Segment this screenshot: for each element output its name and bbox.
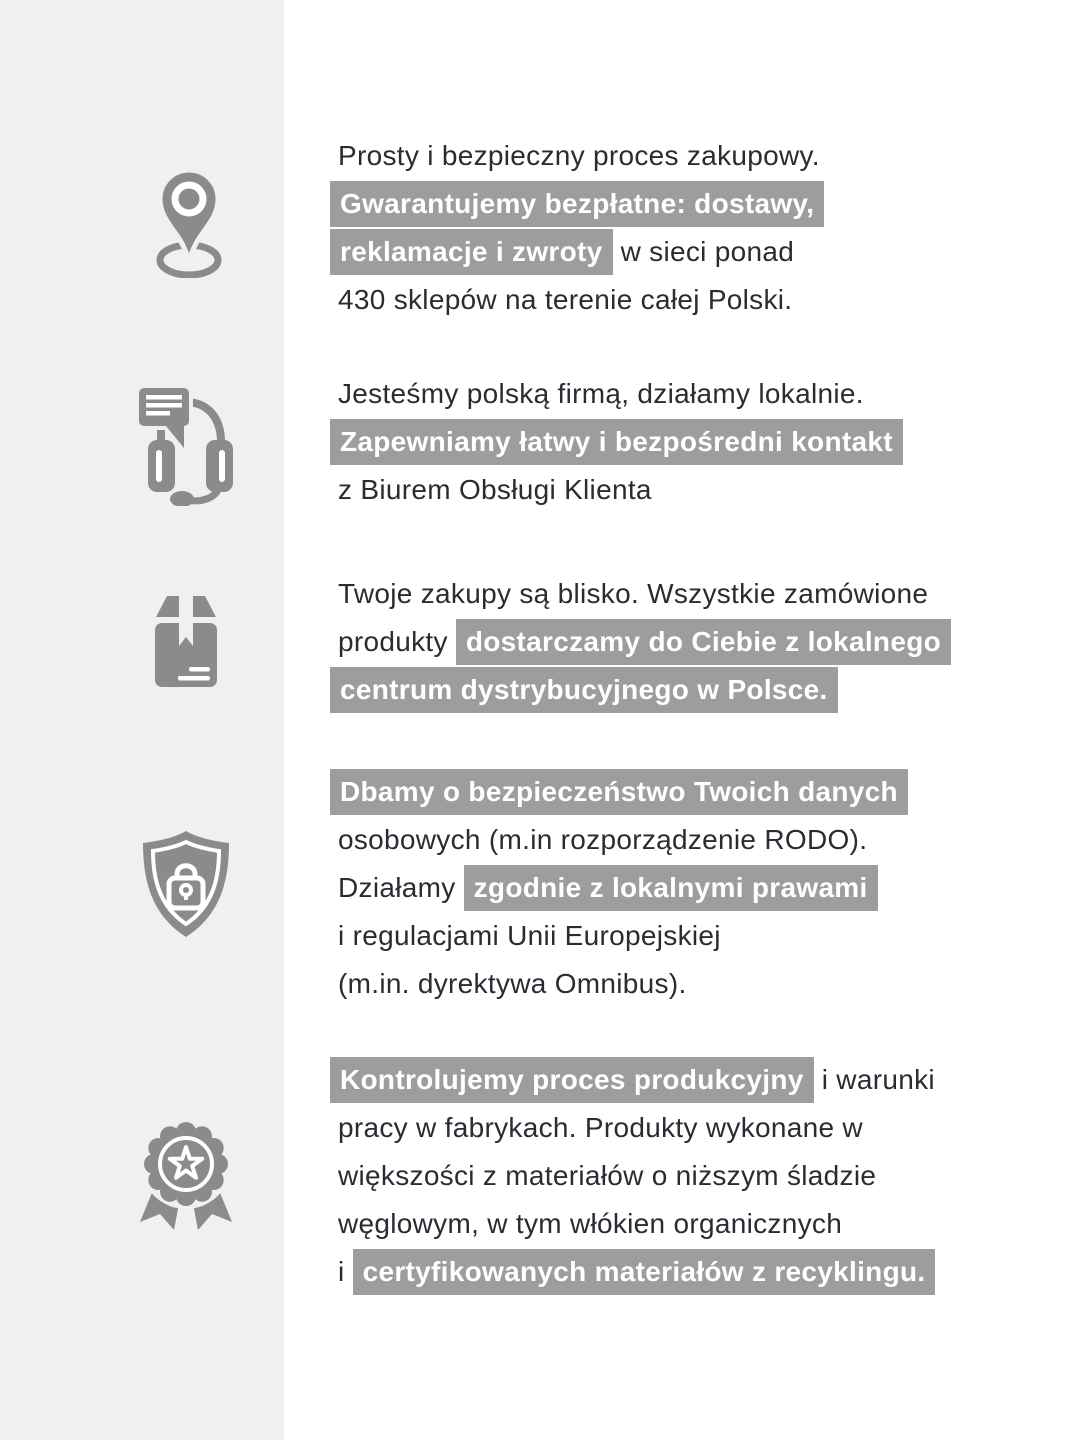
- text-line: [330, 960, 908, 1008]
- text-segment: 430 sklepów na terenie całej Polski.: [338, 284, 793, 315]
- highlighted-text: centrum dystrybucyjnego w Polsce.: [330, 667, 838, 713]
- text-segment: (m.in. dyrektywa Omnibus).: [338, 968, 687, 999]
- text-segment: Działamy: [338, 872, 464, 903]
- text-segment: i warunki: [813, 1064, 935, 1095]
- highlighted-text: Zapewniamy łatwy i bezpośredni kontakt: [330, 419, 903, 465]
- text-line: [330, 1104, 935, 1152]
- text-line: [330, 466, 903, 514]
- text-line: [330, 768, 908, 816]
- text-line: [330, 180, 824, 228]
- text-segment: osobowych (m.in rozporządzenie RODO).: [338, 824, 868, 855]
- text-segment: Twoje zakupy są blisko. Wszystkie zamówione: [338, 578, 929, 609]
- section-local-distribution: [330, 570, 951, 714]
- text-segment: pracy w fabrykach. Produkty wykonane w: [338, 1112, 863, 1143]
- highlighted-text: dostarczamy do Ciebie z lokalnego: [456, 619, 951, 665]
- text-segment: produkty: [338, 626, 456, 657]
- text-segment: węglowym, w tym włókien organicznych: [338, 1208, 843, 1239]
- text-segment: Prosty i bezpieczny proces zakupowy.: [338, 140, 820, 171]
- highlighted-text: certyfikowanych materiałów z recyklingu.: [353, 1249, 936, 1295]
- text-line: [330, 132, 824, 180]
- text-line: [330, 370, 903, 418]
- headset-chat-icon: [136, 384, 236, 511]
- highlighted-text: reklamacje i zwroty: [330, 229, 613, 275]
- text-segment: i: [338, 1256, 353, 1287]
- text-line: [330, 1152, 935, 1200]
- shield-lock-icon: [138, 828, 234, 945]
- text-segment: w sieci ponad: [612, 236, 795, 267]
- section-data-security: [330, 768, 908, 1008]
- text-line: [330, 864, 908, 912]
- location-pin-icon: [155, 168, 223, 283]
- text-line: [330, 1056, 935, 1104]
- text-line: [330, 276, 824, 324]
- text-segment: Jesteśmy polską firmą, działamy lokalnie.: [338, 378, 864, 409]
- section-production-control: [330, 1056, 935, 1296]
- award-badge-icon: [130, 1116, 242, 1243]
- highlighted-text: Gwarantujemy bezpłatne: dostawy,: [330, 181, 824, 227]
- text-segment: i regulacjami Unii Europejskiej: [338, 920, 721, 951]
- text-segment: większości z materiałów o niższym śladzie: [338, 1160, 877, 1191]
- text-line: [330, 228, 824, 276]
- section-free-delivery: [330, 132, 824, 324]
- section-local-contact: [330, 370, 903, 514]
- highlighted-text: zgodnie z lokalnymi prawami: [464, 865, 878, 911]
- text-line: [330, 570, 951, 618]
- text-segment: z Biurem Obsługi Klienta: [338, 474, 652, 505]
- text-line: [330, 418, 903, 466]
- highlighted-text: Dbamy o bezpieczeństwo Twoich danych: [330, 769, 908, 815]
- text-line: [330, 912, 908, 960]
- text-line: [330, 1200, 935, 1248]
- icon-sidebar: [0, 0, 284, 1440]
- text-line: [330, 618, 951, 666]
- text-line: [330, 816, 908, 864]
- text-line: [330, 1248, 935, 1296]
- text-line: [330, 666, 951, 714]
- highlighted-text: Kontrolujemy proces produkcyjny: [330, 1057, 814, 1103]
- package-icon: [148, 590, 224, 695]
